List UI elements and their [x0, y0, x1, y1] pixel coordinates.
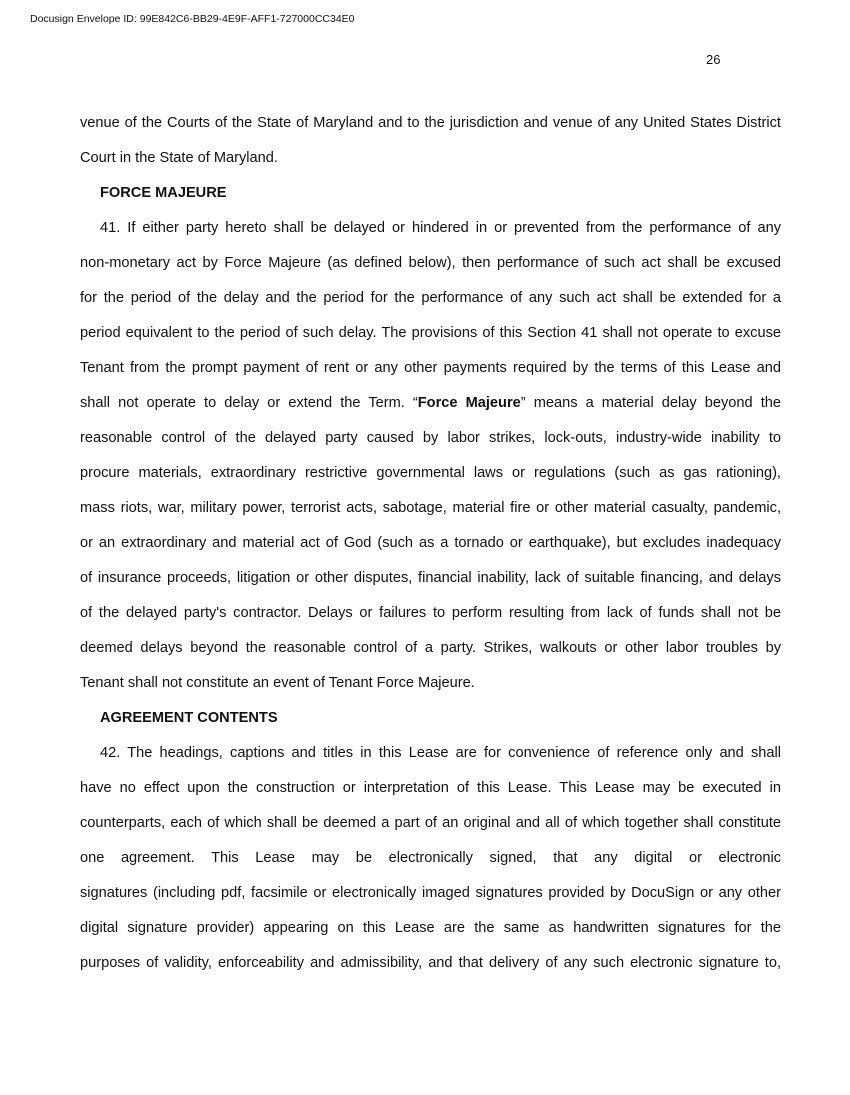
text-line: Tenant shall not constitute an event of Tenant Force Majeure.: [80, 675, 475, 691]
text-line: mass riots, war, military power, terrorist acts, sabotage, material fire or other material casualty, pandemic,: [80, 500, 781, 516]
text-line: deemed delays beyond the reasonable control of a party. Strikes, walkouts or other labor troubles by: [80, 640, 781, 656]
section-heading-agreement-contents: AGREEMENT CONTENTS: [100, 710, 278, 726]
section-heading-force-majeure: FORCE MAJEURE: [100, 185, 227, 201]
text-line: have no effect upon the construction or interpretation of this Lease. This Lease may be executed in: [80, 780, 781, 796]
text-line: or an extraordinary and material act of God (such as a tornado or earthquake), but excludes inadequacy: [80, 535, 781, 551]
text-line: venue of the Courts of the State of Maryland and to the jurisdiction and venue of any United States District: [80, 115, 781, 131]
text-line: purposes of validity, enforceability and admissibility, and that delivery of any such electronic signature to,: [80, 955, 781, 971]
text-line: digital signature provider) appearing on this Lease are the same as handwritten signatures for the: [80, 920, 781, 936]
text-fragment: shall not operate to delay or extend the Term. “: [80, 395, 418, 411]
text-line-force-majeure-definition: [80, 386, 781, 421]
text-line: signatures (including pdf, facsimile or electronically imaged signatures provided by DocuSign or any other: [80, 885, 781, 901]
page-number: 26: [706, 52, 721, 67]
defined-term: Force Majeure: [417, 395, 521, 411]
text-line: for the period of the delay and the period for the performance of any such act shall be extended for a: [80, 290, 781, 306]
docusign-envelope-id: Docusign Envelope ID: 99E842C6-BB29-4E9F-AFF1-727000CC34E0: [30, 13, 355, 25]
text-line: one agreement. This Lease may be electronically signed, that any digital or electronic: [80, 850, 781, 866]
text-fragment: ” means a material delay beyond the: [520, 395, 781, 411]
document-body: [80, 106, 781, 981]
text-line: Court in the State of Maryland.: [80, 150, 278, 166]
text-line: 41. If either party hereto shall be delayed or hindered in or prevented from the performance of any: [100, 220, 781, 236]
text-line: period equivalent to the period of such delay. The provisions of this Section 41 shall not operate to excuse: [80, 325, 781, 341]
text-line: procure materials, extraordinary restrictive governmental laws or regulations (such as gas rationing),: [80, 465, 781, 481]
text-line: of the delayed party's contractor. Delays or failures to perform resulting from lack of funds shall not be: [80, 605, 781, 621]
text-line: Tenant from the prompt payment of rent or any other payments required by the terms of this Lease and: [80, 360, 781, 376]
text-line: non-monetary act by Force Majeure (as defined below), then performance of such act shall be excused: [80, 255, 781, 271]
text-line: 42. The headings, captions and titles in this Lease are for convenience of reference only and shall: [100, 745, 781, 761]
text-line: of insurance proceeds, litigation or other disputes, financial inability, lack of suitable financing, and delays: [80, 570, 781, 586]
text-line: counterparts, each of which shall be deemed a part of an original and all of which together shall constitute: [80, 815, 781, 831]
text-line: reasonable control of the delayed party caused by labor strikes, lock-outs, industry-wide inability to: [80, 430, 781, 446]
